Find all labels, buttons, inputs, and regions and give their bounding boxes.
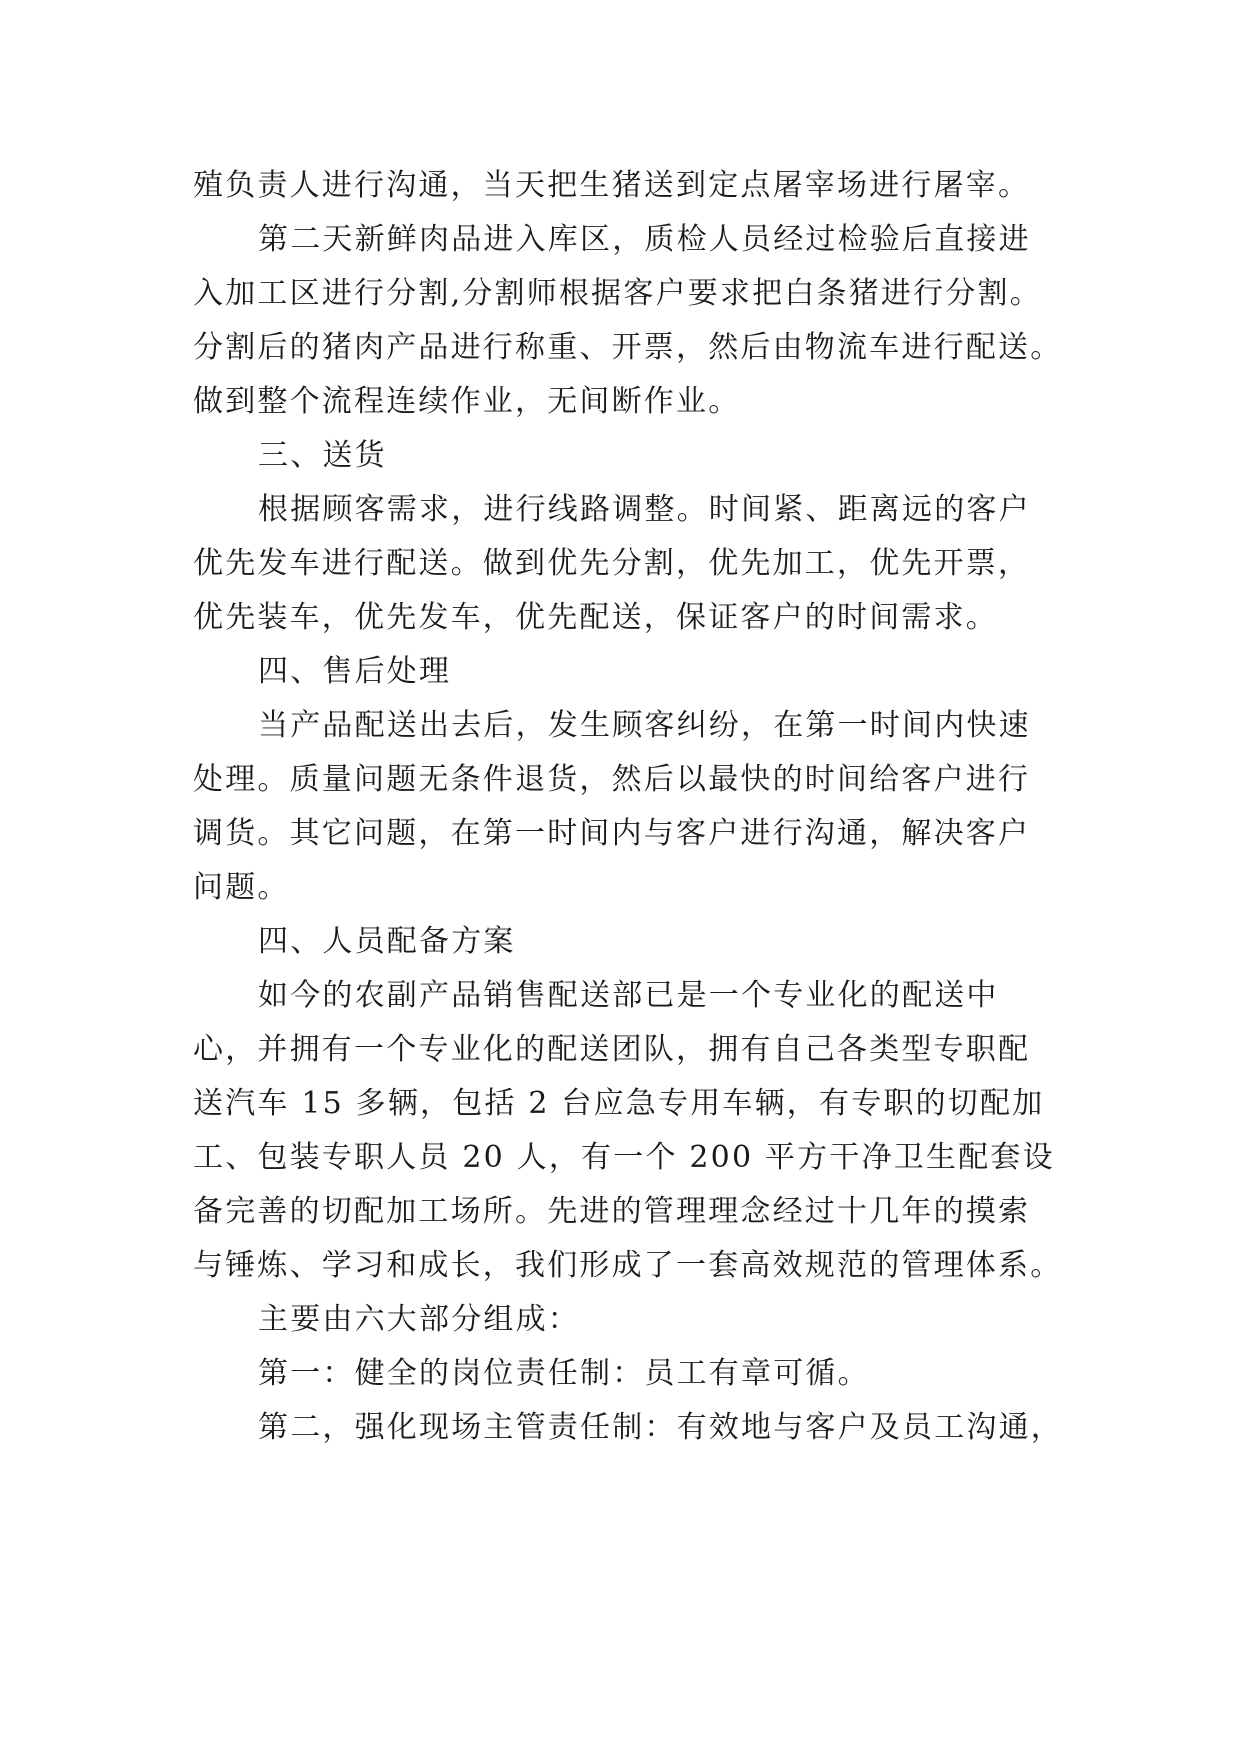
text-line: 心，并拥有一个专业化的配送团队，拥有自己各类型专职配	[193, 1032, 1031, 1067]
text-line: 做到整个流程连续作业，无间断作业。	[193, 384, 741, 419]
section-heading: 三、送货	[258, 438, 387, 473]
text-line: 分割后的猪肉产品进行称重、开票，然后由物流车进行配送。	[193, 330, 1063, 365]
text-line: 第一：健全的岗位责任制：员工有章可循。	[258, 1356, 870, 1391]
text-line: 问题。	[193, 870, 290, 905]
text-line: 殖负责人进行沟通，当天把生猪送到定点屠宰场进行屠宰。	[193, 168, 1031, 203]
text-line: 第二，强化现场主管责任制：有效地与客户及员工沟通，	[258, 1410, 1063, 1445]
text-line: 优先发车进行配送。做到优先分割，优先加工，优先开票，	[193, 546, 1031, 581]
section-heading: 四、售后处理	[258, 654, 452, 689]
text-line: 处理。质量问题无条件退货，然后以最快的时间给客户进行	[193, 762, 1031, 797]
section-heading: 四、人员配备方案	[258, 924, 516, 959]
text-line: 调货。其它问题，在第一时间内与客户进行沟通，解决客户	[193, 816, 1031, 851]
text-line: 入加工区进行分割,分割师根据客户要求把白条猪进行分割。	[193, 276, 1042, 311]
text-line: 第二天新鲜肉品进入库区，质检人员经过检验后直接进	[258, 222, 1031, 257]
text-line: 如今的农副产品销售配送部已是一个专业化的配送中	[258, 978, 999, 1013]
text-line: 送汽车 15 多辆，包括 2 台应急专用车辆，有专职的切配加	[193, 1086, 1045, 1121]
text-line: 主要由六大部分组成：	[258, 1302, 580, 1337]
text-line: 与锤炼、学习和成长，我们形成了一套高效规范的管理体系。	[193, 1248, 1063, 1283]
text-line: 根据顾客需求，进行线路调整。时间紧、距离远的客户	[258, 492, 1031, 527]
text-line: 优先装车，优先发车，优先配送，保证客户的时间需求。	[193, 600, 998, 635]
text-line: 工、包装专职人员 20 人，有一个 200 平方干净卫生配套设	[193, 1140, 1055, 1175]
text-line: 当产品配送出去后，发生顾客纠纷，在第一时间内快速	[258, 708, 1031, 743]
text-line: 备完善的切配加工场所。先进的管理理念经过十几年的摸索	[193, 1194, 1031, 1229]
